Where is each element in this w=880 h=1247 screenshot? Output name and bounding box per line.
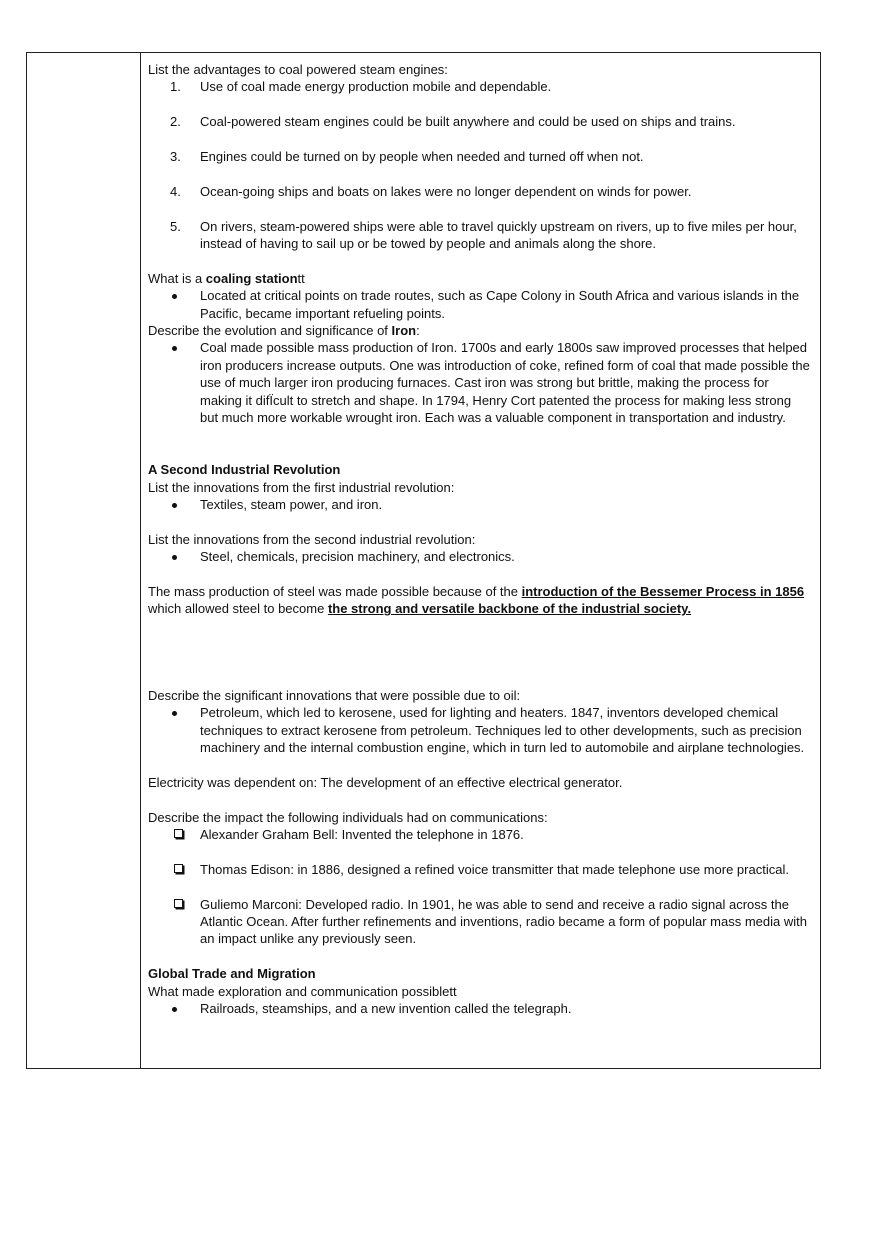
list-item — [148, 704, 812, 756]
advantages-heading: List the advantages to coal powered steam engines: — [148, 62, 448, 77]
notes-right-column — [148, 61, 812, 1068]
list-item — [148, 183, 812, 200]
list-item — [148, 1000, 812, 1017]
list-item-text: Thomas Edison: in 1886, designed a refined voice transmitter that made telephone use more practical. — [200, 861, 789, 877]
list-item — [148, 148, 812, 165]
list-number: 4. — [170, 183, 181, 199]
bullet-icon — [172, 503, 177, 508]
list-item — [148, 496, 812, 513]
oil-question: Describe the significant innovations that were possible due to oil: — [148, 687, 521, 703]
global-trade-heading: Global Trade and Migration — [148, 966, 316, 982]
steel-answer-2: the strong and versatile backbone of the industrial society. — [327, 601, 692, 617]
list-item-text: Coal-powered steam engines could be built anywhere and could be used on ships and trains. — [200, 114, 736, 130]
iron-term: Iron — [391, 323, 417, 339]
list-item-text: Engines could be turned on by people when needed and turned off when not. — [200, 149, 644, 164]
checkbox-icon — [174, 829, 183, 838]
list-item — [148, 113, 812, 130]
list-item — [148, 218, 812, 253]
list-item-text: Railroads, steamships, and a new invention called the telegraph. — [200, 1001, 572, 1017]
communications-question: Describe the impact the following individuals had on communications: — [148, 809, 548, 825]
checklist-item — [148, 826, 812, 843]
electricity-answer: Electricity was dependent on: The development of an effective electrical generator. — [148, 774, 623, 790]
coaling-term: coaling station — [205, 270, 298, 286]
list-item-text: On rivers, steam-powered ships were able to travel quickly upstream on rivers, up to five miles per hour, instead of having to sail up or be towed by people and animals along the shore. — [200, 218, 797, 251]
list-number: 1. — [170, 79, 181, 95]
list-item-text: Use of coal made energy production mobile and dependable. — [200, 79, 552, 95]
list-item-text: Coal made possible mass production of Iron. 1700s and early 1800s saw improved processes that helped iron producers increase outputs. One was introduction of coke, refined form of coal that made possible the use of much larger iron producing furnaces. Cast iron was strong but brittle, making the process for making it difÏcult to stretch and shape. In 1794, Henry Cort patented the process for making less strong but much more workable wrought iron. Each was a valuable component in transportation and industry. — [200, 340, 810, 426]
first-revolution-question: List the innovations from the first industrial revolution: — [148, 479, 455, 495]
notes-left-column — [27, 53, 141, 1068]
list-item — [148, 287, 812, 322]
notes-table — [26, 52, 821, 1069]
bullet-icon — [172, 711, 177, 716]
list-item-text: Petroleum, which led to kerosene, used for lighting and heaters. 1847, inventors developed chemical techniques to extract kerosene from petroleum. Techniques led to other developments, such as precision machinery and the internal combustion engine, which in turn led to automobile and airplane technologies. — [200, 705, 805, 756]
coaling-question: What is a coaling stationtt — [148, 270, 305, 286]
bullet-icon — [172, 1007, 177, 1012]
steel-paragraph: The mass production of steel was made possible because of the introduction of the Bessemer Process in 1856 which allowed steel to become the strong and versatile backbone of the industrial society. — [148, 584, 805, 617]
list-number: 3. — [170, 149, 181, 164]
second-revolution-heading: A Second Industrial Revolution — [148, 462, 341, 478]
bullet-icon — [172, 294, 177, 299]
iron-question: Describe the evolution and significance of Iron: — [148, 323, 420, 339]
steel-answer-1: introduction of the Bessemer Process in 1856 — [521, 584, 805, 600]
list-item-text: Textiles, steam power, and iron. — [200, 497, 383, 513]
list-item — [148, 548, 812, 565]
list-number: 2. — [170, 114, 181, 130]
checkbox-icon — [174, 864, 183, 873]
list-item — [148, 339, 812, 426]
list-item-text: Steel, chemicals, precision machinery, and electronics. — [200, 549, 515, 565]
list-item — [148, 78, 812, 95]
global-trade-question: What made exploration and communication possiblett — [148, 983, 457, 999]
checkbox-icon — [174, 899, 183, 908]
checklist-item — [148, 861, 812, 878]
checklist-item — [148, 896, 812, 948]
bullet-icon — [172, 346, 177, 351]
list-number: 5. — [170, 218, 181, 234]
bullet-icon — [172, 555, 177, 560]
list-item-text: Guliemo Marconi: Developed radio. In 1901, he was able to send and receive a radio signal across the Atlantic Ocean. After further refinements and inventions, radio became a form of popular mass media with an impact unlike any previously seen. — [200, 896, 807, 947]
second-revolution-question: List the innovations from the second industrial revolution: — [148, 531, 476, 547]
list-item-text: Alexander Graham Bell: Invented the telephone in 1876. — [200, 827, 524, 843]
list-item-text: Located at critical points on trade routes, such as Cape Colony in South Africa and various islands in the Pacific, became important refueling points. — [200, 288, 800, 321]
list-item-text: Ocean-going ships and boats on lakes were no longer dependent on winds for power. — [200, 183, 692, 199]
